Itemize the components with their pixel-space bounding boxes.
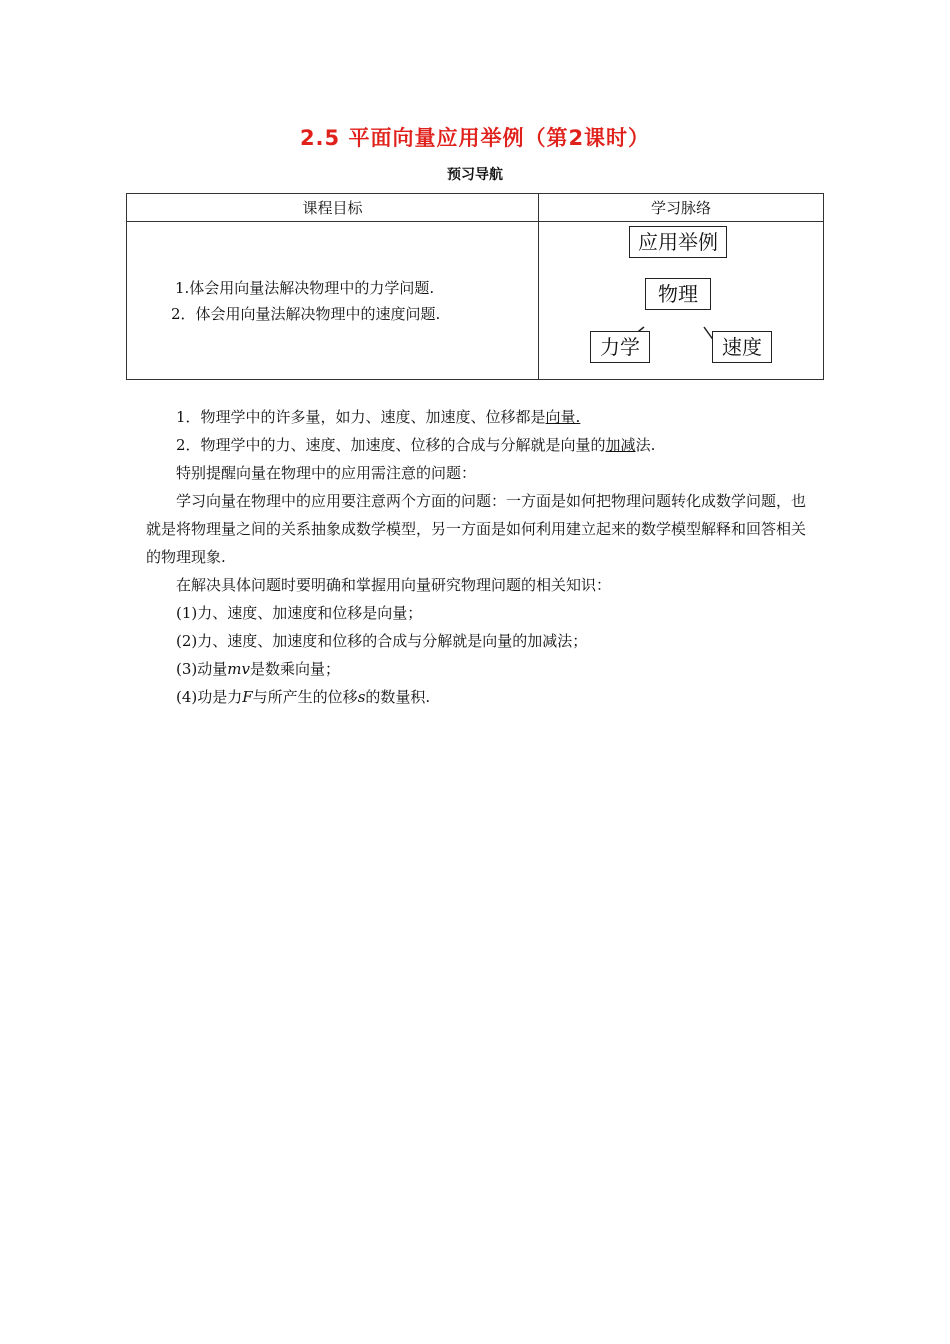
table-body-row (127, 222, 824, 380)
body-text (146, 403, 810, 711)
diagram-node-applications: 应用举例 (629, 226, 727, 258)
header-course-goals: 课程目标 (127, 194, 539, 222)
diagram-node-mechanics: 力学 (590, 331, 650, 363)
paragraph-4: 学习向量在物理中的应用要注意两个方面的问题：一方面是如何把物理问题转化成数学问题，也就是将物理量之间的关系抽象成数学模型，另一方面是如何利用建立起来的数学模型解释和回答相关的物理现象. (146, 492, 807, 566)
var-mv: mv (227, 660, 250, 678)
table-header-row (127, 194, 824, 222)
paragraph-2: 2．物理学中的力、速度、加速度、位移的合成与分解就是向量的加减法. (176, 436, 656, 454)
guide-table (126, 193, 824, 380)
goals-cell (127, 222, 539, 380)
section-heading: 预习导航 (447, 167, 503, 183)
var-s: s (357, 688, 366, 706)
goal-item-1: 1.体会用向量法解决物理中的力学问题. (175, 278, 435, 297)
paragraph-5: 在解决具体问题时要明确和掌握用向量研究物理问题的相关知识： (176, 576, 612, 594)
diagram-node-physics: 物理 (645, 278, 711, 310)
diagram-node-velocity: 速度 (712, 331, 772, 363)
list-item-3: (3)动量mv是数乘向量； (176, 660, 340, 678)
list-item-2: (2)力、速度、加速度和位移的合成与分解就是向量的加减法； (176, 632, 588, 650)
answer-underline-2: 加减 (605, 436, 636, 454)
page-title: 2.5 平面向量应用举例（第2课时） (299, 126, 651, 150)
goal-item-2: 2．体会用向量法解决物理中的速度问题. (171, 304, 441, 323)
var-F: F (242, 688, 253, 706)
list-item-4: (4)功是力F与所产生的位移s的数量积. (176, 688, 431, 706)
header-learning-context: 学习脉络 (539, 194, 824, 222)
paragraph-3: 特别提醒向量在物理中的应用需注意的问题： (176, 464, 477, 482)
paragraph-1: 1．物理学中的许多量，如力、速度、加速度、位移都是向量. (176, 408, 581, 426)
concept-diagram-cell (539, 222, 824, 380)
answer-underline-1: 向量. (545, 408, 581, 426)
list-item-1: (1)力、速度、加速度和位移是向量； (176, 604, 423, 622)
